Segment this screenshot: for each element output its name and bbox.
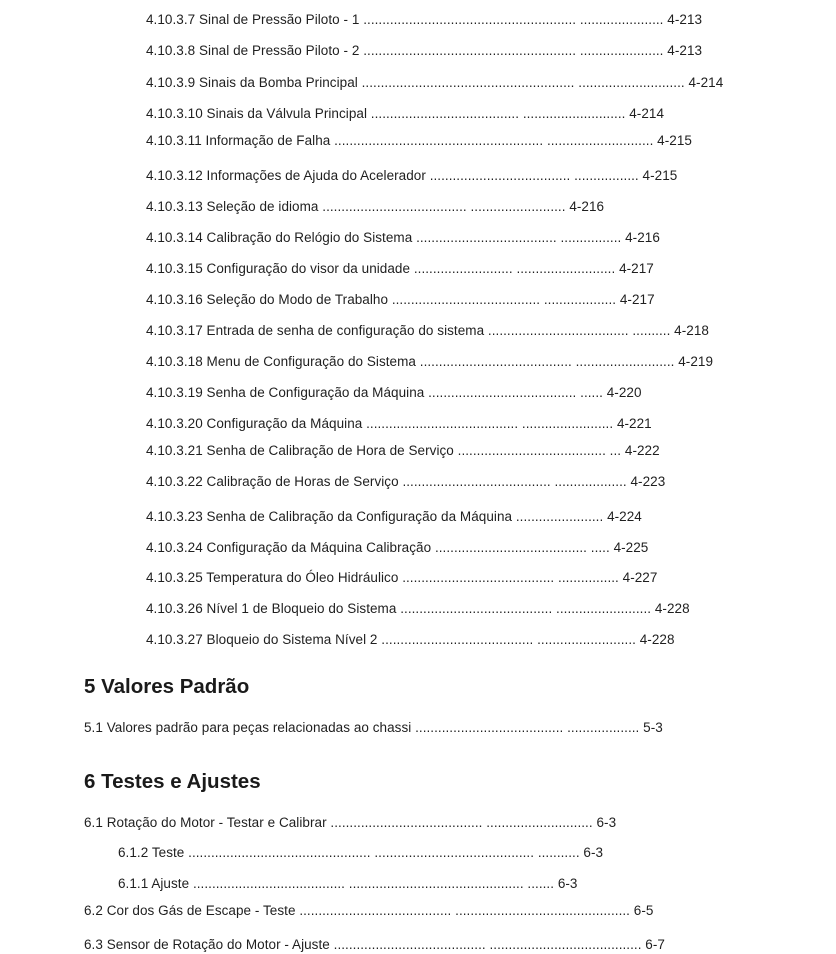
toc-entry[interactable]: 4.10.3.14 Calibração do Relógio do Sistema ..................................... ................ 4-216 — [146, 230, 660, 245]
toc-entry[interactable]: 6.3 Sensor de Rotação do Motor - Ajuste ........................................ ........................................ 6-7 — [84, 937, 665, 952]
toc-entry[interactable]: 4.10.3.15 Configuração do visor da unidade .......................... .......................... 4-217 — [146, 261, 654, 276]
toc-entry[interactable]: 4.10.3.26 Nível 1 de Bloqueio do Sistema ........................................ ......................... 4-228 — [146, 601, 690, 616]
toc-entry[interactable]: 6.1 Rotação do Motor - Testar e Calibrar ........................................ ............................ 6-3 — [84, 815, 617, 830]
toc-entry[interactable]: 4.10.3.10 Sinais da Válvula Principal ....................................... ........................... 4-214 — [146, 106, 665, 121]
toc-entry[interactable]: 4.10.3.20 Configuração da Máquina ........................................ ........................ 4-221 — [146, 416, 652, 431]
toc-entry[interactable]: 4.10.3.12 Informações de Ajuda do Acelerador ..................................... ................. 4-215 — [146, 168, 678, 183]
toc-entry[interactable]: 4.10.3.7 Sinal de Pressão Piloto - 1 ........................................................ ...................... 4-213 — [146, 12, 703, 27]
toc-entry[interactable]: 4.10.3.8 Sinal de Pressão Piloto - 2 ........................................................ ...................... 4-213 — [146, 43, 703, 58]
toc-entry[interactable]: 6.2 Cor dos Gás de Escape - Teste ........................................ .............................................. 6-5 — [84, 903, 654, 918]
toc-entry[interactable]: 4.10.3.16 Seleção do Modo de Trabalho ....................................... ................... 4-217 — [146, 292, 655, 307]
toc-entry[interactable]: 4.10.3.11 Informação de Falha ....................................................... ............................ 4-215 — [146, 133, 692, 148]
section-heading: 5 Valores Padrão — [84, 675, 250, 698]
toc-entry[interactable]: 6.1.2 Teste ................................................ .......................................... ........... 6-3 — [118, 845, 604, 860]
toc-entry[interactable]: 4.10.3.25 Temperatura do Óleo Hidráulico ........................................ ................ 4-227 — [146, 570, 658, 585]
toc-entry[interactable]: 4.10.3.24 Configuração da Máquina Calibração ........................................ ..... 4-225 — [146, 540, 649, 555]
section-heading: 6 Testes e Ajustes — [84, 770, 261, 793]
toc-entry[interactable]: 6.1.1 Ajuste ........................................ .............................................. ....... 6-3 — [118, 876, 578, 891]
toc-entry[interactable]: 4.10.3.23 Senha de Calibração da Configuração da Máquina ....................... 4-224 — [146, 509, 642, 524]
toc-entry[interactable]: 4.10.3.22 Calibração de Horas de Serviço ....................................... ................... 4-223 — [146, 474, 666, 489]
toc-entry[interactable]: 4.10.3.19 Senha de Configuração da Máquina ....................................... ...... 4-220 — [146, 385, 642, 400]
toc-entry[interactable]: 4.10.3.18 Menu de Configuração do Sistema ........................................ .......................... 4-219 — [146, 354, 714, 369]
toc-entry[interactable]: 5.1 Valores padrão para peças relacionadas ao chassi ....................................... ................... 5-3 — [84, 720, 663, 735]
toc-entry[interactable]: 4.10.3.9 Sinais da Bomba Principal ........................................................ ............................ 4-214 — [146, 75, 724, 90]
toc-entry[interactable]: 4.10.3.17 Entrada de senha de configuração do sistema ..................................... .......... 4-218 — [146, 323, 709, 338]
toc-entry[interactable]: 4.10.3.13 Seleção de idioma ...................................... ......................... 4-216 — [146, 199, 605, 214]
toc-entry[interactable]: 4.10.3.21 Senha de Calibração de Hora de Serviço ....................................... ... 4-222 — [146, 443, 660, 458]
toc-entry[interactable]: 4.10.3.27 Bloqueio do Sistema Nível 2 ........................................ .......................... 4-228 — [146, 632, 675, 647]
